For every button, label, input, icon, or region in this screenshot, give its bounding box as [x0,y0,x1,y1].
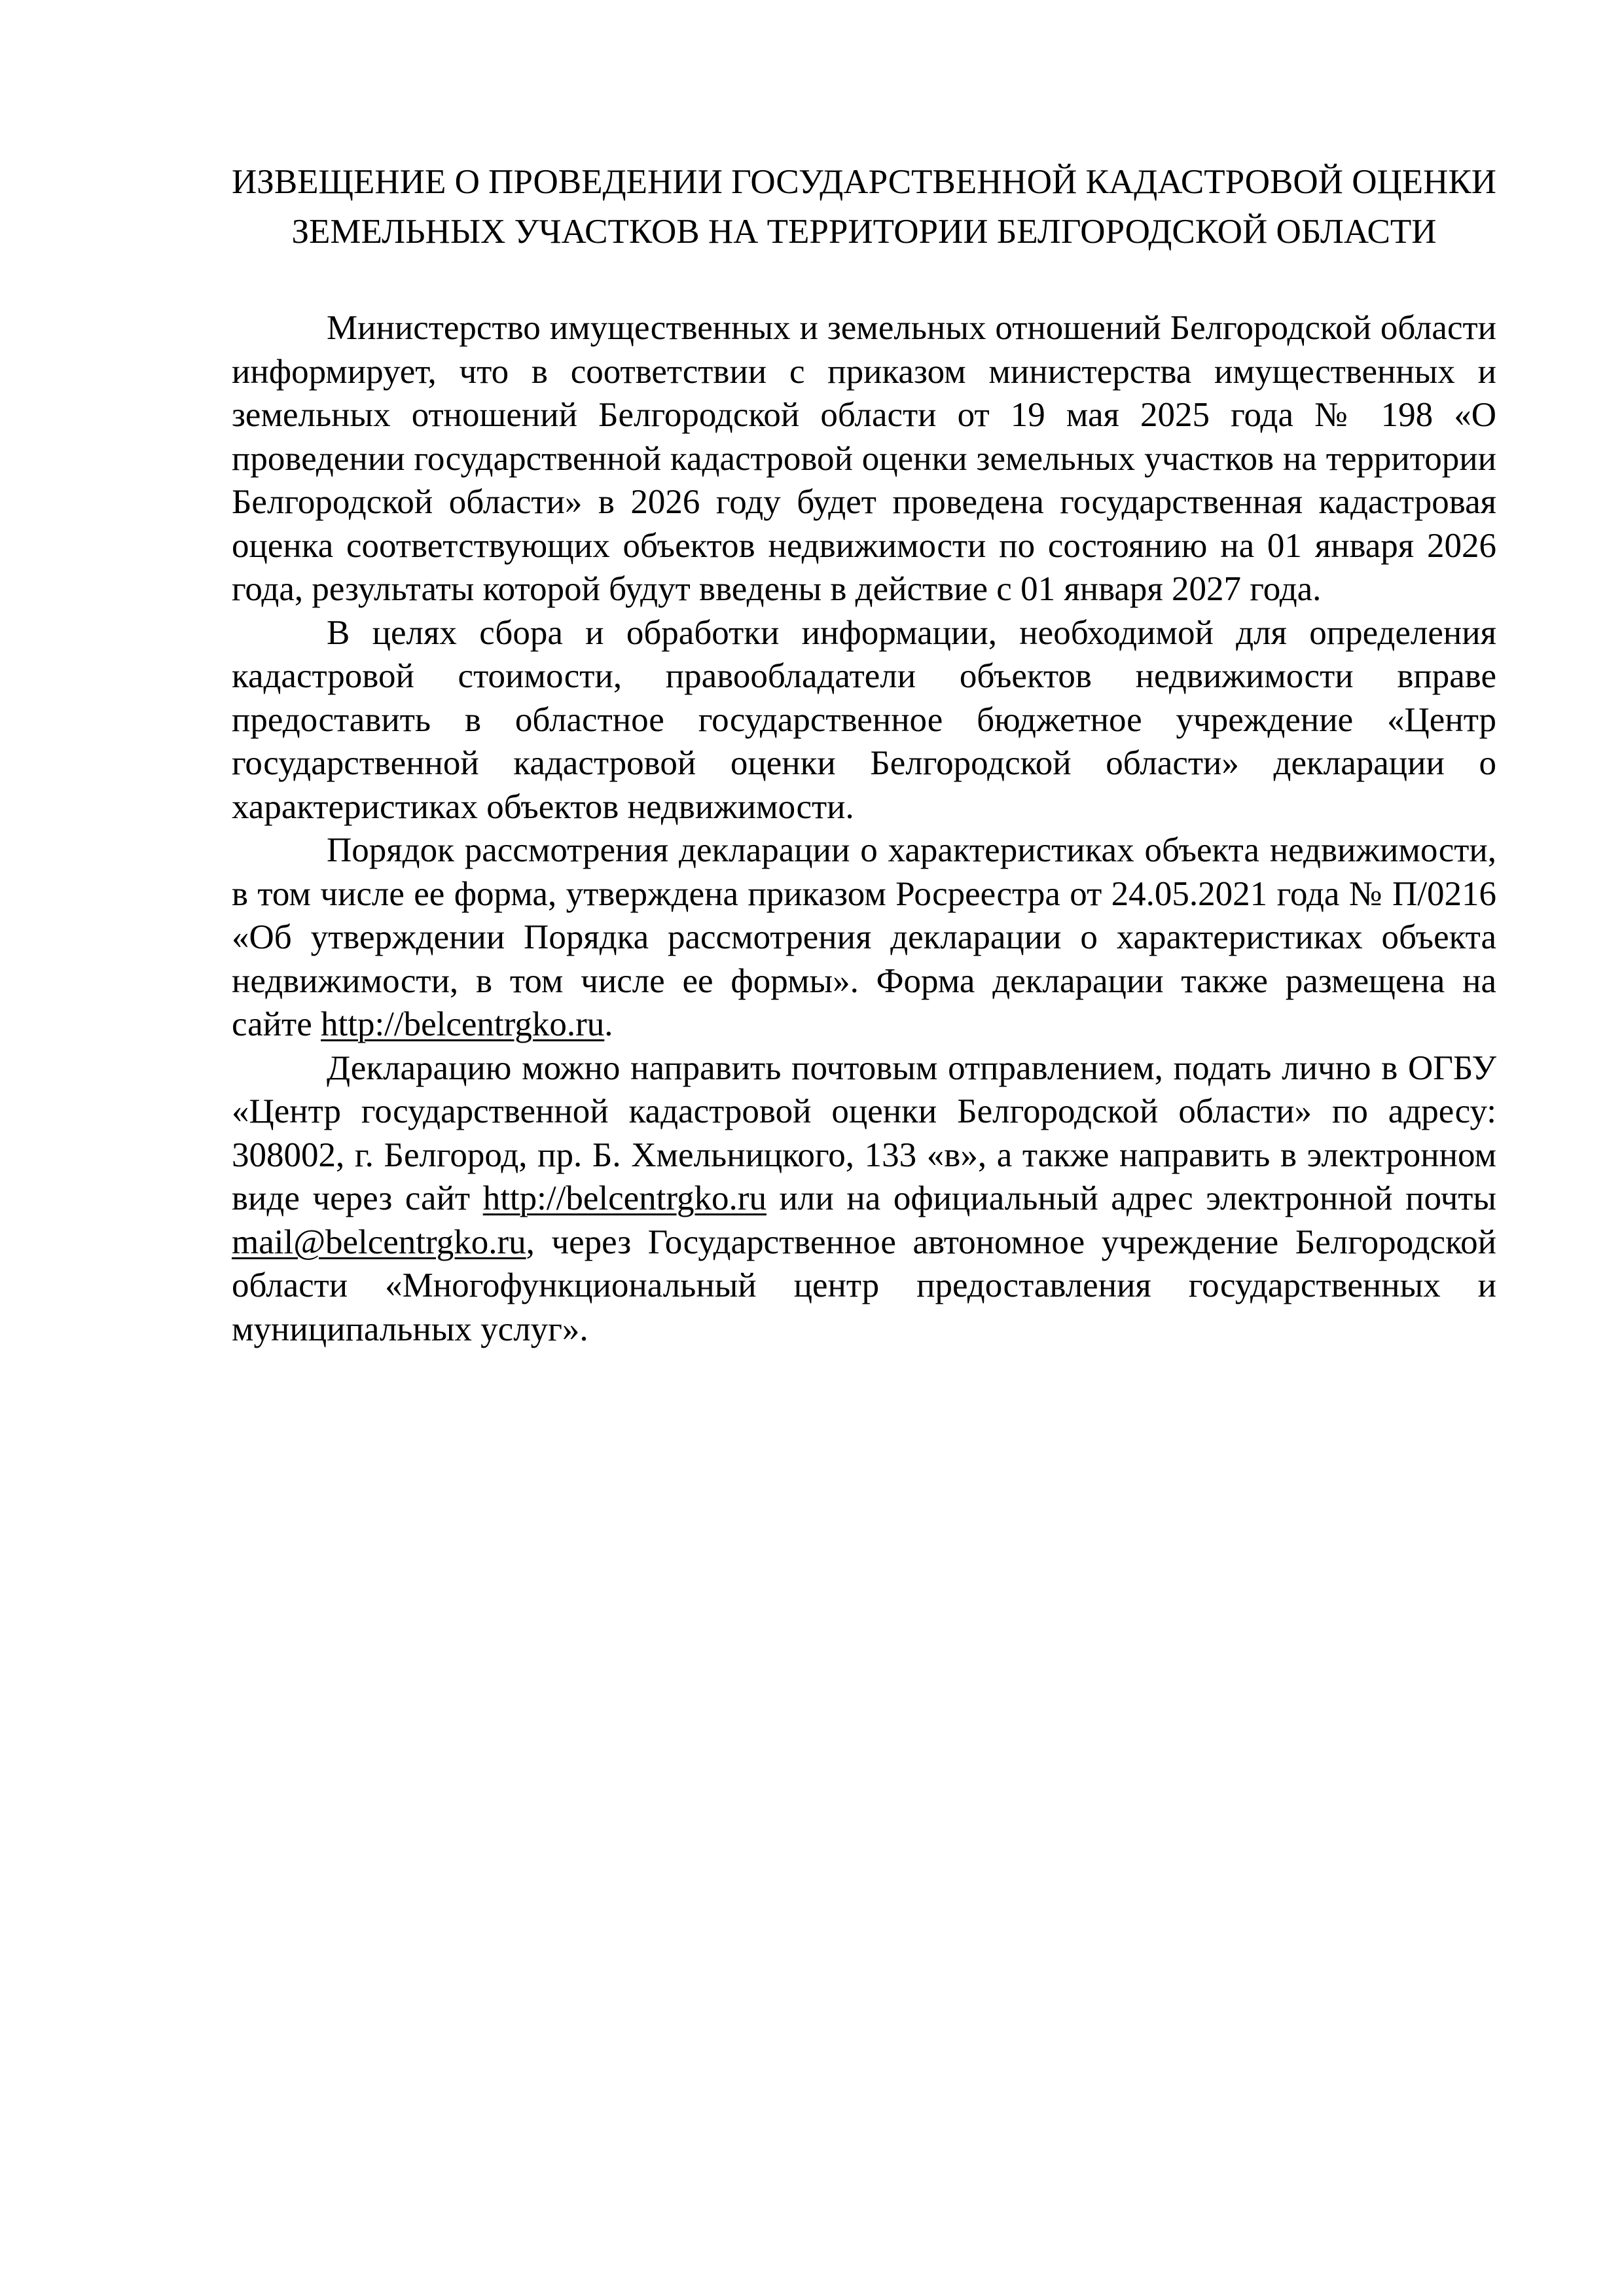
email-link[interactable]: mail@belcentrgko.ru [232,1223,526,1261]
website-link-2[interactable]: http://belcentrgko.ru [482,1179,767,1217]
paragraph-4-text-1: Декларацию можно направить почтовым отправлением, подать лично в ОГБУ «Центр государственной кадастровой оценки Белгородской области» по адресу: 308002, г. Белгород, пр. Б. Хмельницкого, 133 «в», а также направить в электронном виде через сайт [232,1049,1496,1217]
paragraph-4 [232,1047,1496,1352]
paragraph-4-text-2: или на официальный адрес электронной почты [766,1179,1496,1217]
document-page [232,157,1496,1351]
paragraph-4-text-3: , через Государственное автономное учреждение Белгородской области «Многофункциональный центр предоставления государственных и муниципальных услуг». [232,1223,1496,1348]
paragraph-1: Министерство имущественных и земельных отношений Белгородской области информирует, что в соответствии с приказом министерства имущественных и земельных отношений Белгородской области от 19 мая 2025 года № 198 «О проведении государственной кадастровой оценки земельных участков на территории Белгородской области» в 2026 году будет проведена государственная кадастровая оценка соответствующих объектов недвижимости по состоянию на 01 января 2026 года, результаты которой будут введены в действие с 01 января 2027 года. [232,309,1496,608]
document-body [232,306,1496,1351]
paragraph-3 [232,829,1496,1047]
website-link[interactable]: http://belcentrgko.ru [321,1005,605,1043]
paragraph-3-text: Порядок рассмотрения декларации о характеристиках объекта недвижимости, в том числе ее форма, утверждена приказом Росреестра от 24.05.2021 года № П/0216 «Об утверждении Порядка рассмотрения декларации о характеристиках объекта недвижимости, в том числе ее формы». Форма декларации также размещена на сайте [232,831,1496,1043]
document-title: ИЗВЕЩЕНИЕ О ПРОВЕДЕНИИ ГОСУДАРСТВЕННОЙ КАДАСТРОВОЙ ОЦЕНКИ ЗЕМЕЛЬНЫХ УЧАСТКОВ НА ТЕРРИТОРИИ БЕЛГОРОДСКОЙ ОБЛАСТИ [232,163,1497,251]
paragraph-3-end: . [604,1005,613,1043]
paragraph-2: В целях сбора и обработки информации, необходимой для определения кадастровой стоимости, правообладатели объектов недвижимости вправе предоставить в областное государственное бюджетное учреждение «Центр государственной кадастровой оценки Белгородской области» декларации о характеристиках объектов недвижимости. [232,613,1496,826]
